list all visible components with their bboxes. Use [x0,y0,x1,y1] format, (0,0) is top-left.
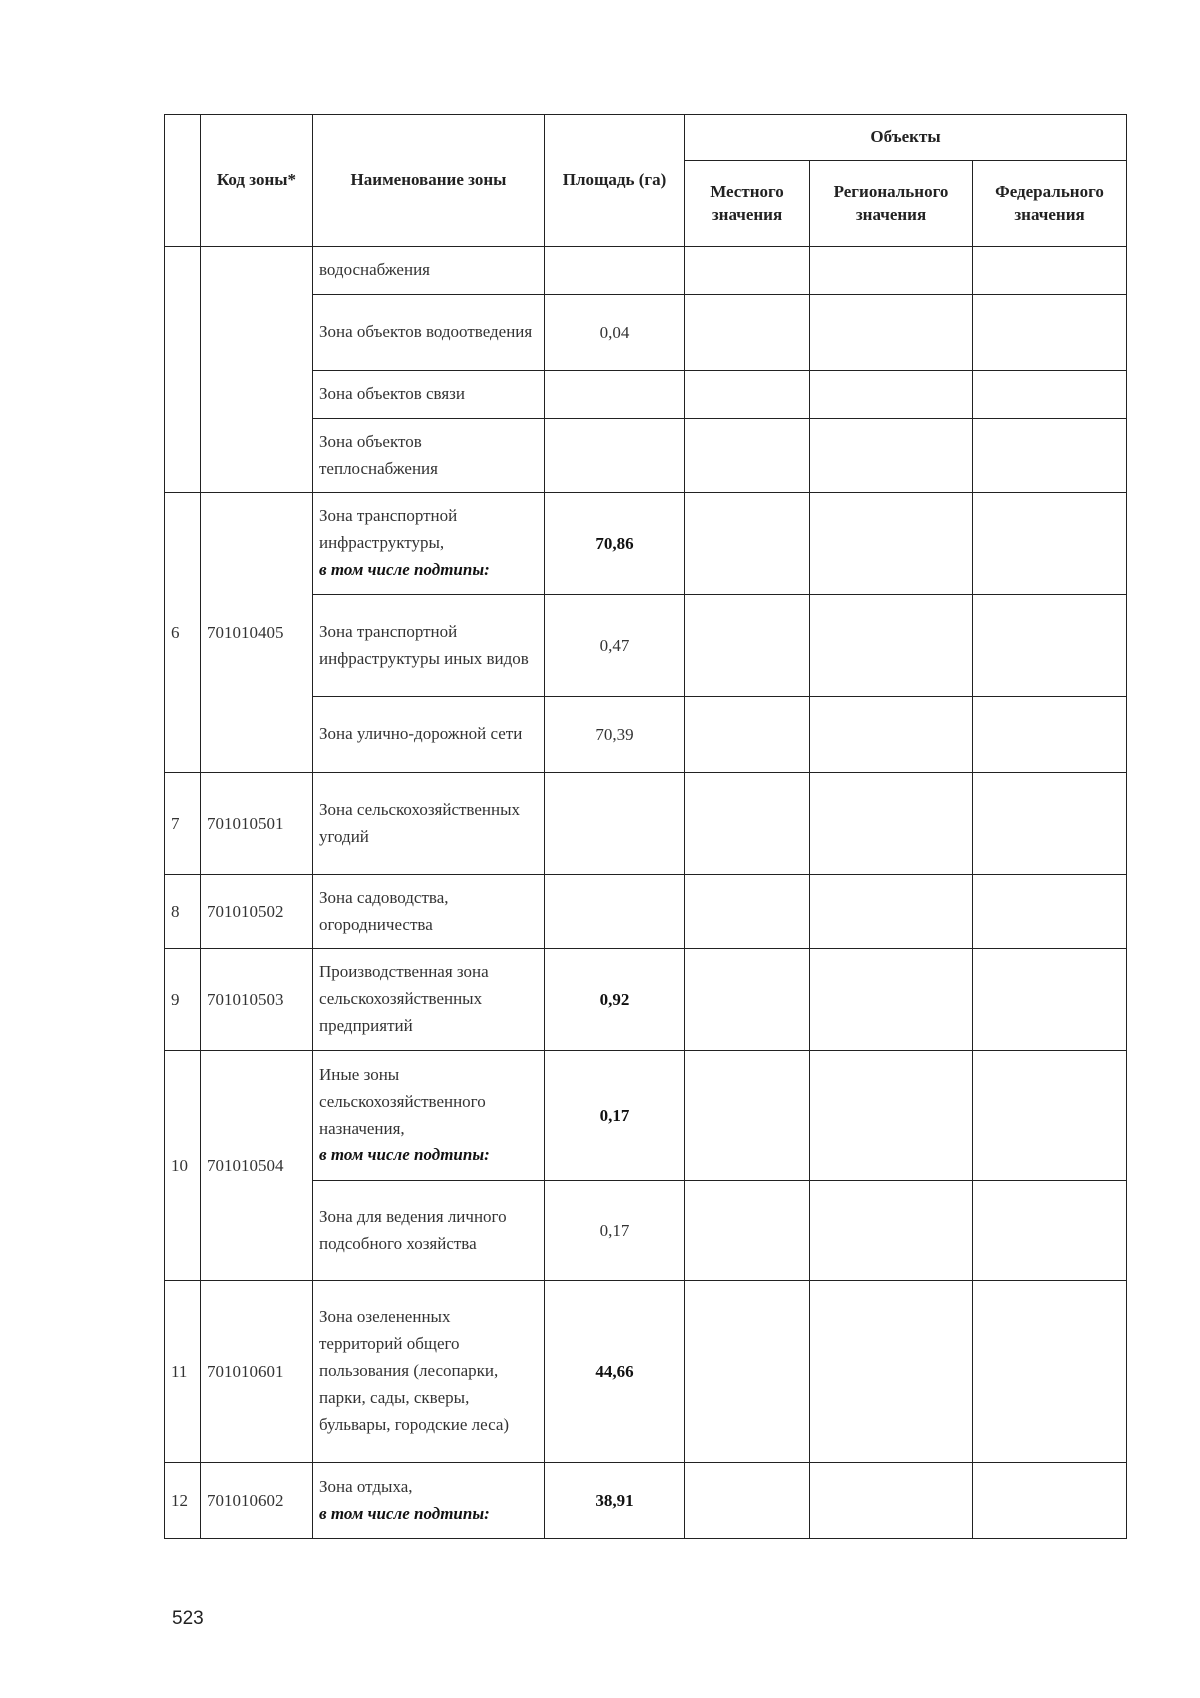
zone-name-text: Зона отдыха, [319,1476,413,1496]
header-area: Площадь (га) [545,115,685,247]
regional-cell [810,1463,973,1539]
zone-area: 70,39 [545,697,685,773]
subtypes-label: в том числе подтипы: [319,559,490,579]
header-objects: Объекты [685,115,1127,161]
row-num: 6 [165,493,201,773]
federal-cell [973,595,1127,697]
zone-name: Производственная зона сельскохозяйственных предприятий [313,949,545,1051]
regional-cell [810,1181,973,1281]
zone-name [313,1463,545,1539]
zone-name: водоснабжения [313,247,545,295]
row-num: 9 [165,949,201,1051]
local-cell [685,371,810,419]
zone-name: Зона садоводства, огородничества [313,875,545,949]
regional-cell [810,875,973,949]
header-local: Местного значения [685,161,810,247]
local-cell [685,1281,810,1463]
regional-cell [810,595,973,697]
zone-area: 0,92 [545,949,685,1051]
table-row [165,247,1127,295]
regional-cell [810,949,973,1051]
zone-area [545,371,685,419]
header-num [165,115,201,247]
row-code: 701010503 [201,949,313,1051]
zone-area: 0,17 [545,1181,685,1281]
local-cell [685,1051,810,1181]
federal-cell [973,773,1127,875]
table-row [165,949,1127,1051]
zone-area: 70,86 [545,493,685,595]
local-cell [685,419,810,493]
table-row [165,773,1127,875]
federal-cell [973,493,1127,595]
header-regional: Регионального значения [810,161,973,247]
row-code: 701010405 [201,493,313,773]
subtypes-label: в том числе подтипы: [319,1145,490,1165]
header-federal: Федерального значения [973,161,1127,247]
table-row [165,493,1127,595]
zone-name [313,1051,545,1181]
local-cell [685,1463,810,1539]
header-code: Код зоны* [201,115,313,247]
regional-cell [810,295,973,371]
row-num: 7 [165,773,201,875]
row-code: 701010502 [201,875,313,949]
federal-cell [973,1463,1127,1539]
zone-area [545,875,685,949]
regional-cell [810,419,973,493]
local-cell [685,1181,810,1281]
row-num: 8 [165,875,201,949]
local-cell [685,595,810,697]
zone-area: 0,04 [545,295,685,371]
regional-cell [810,697,973,773]
federal-cell [973,1051,1127,1181]
zone-area [545,773,685,875]
local-cell [685,875,810,949]
zones-table [164,114,1127,1539]
table-row [165,1463,1127,1539]
local-cell [685,295,810,371]
regional-cell [810,1281,973,1463]
row-num: 12 [165,1463,201,1539]
local-cell [685,697,810,773]
local-cell [685,493,810,595]
zone-name-text: Иные зоны сельскохозяйственного назначения, [319,1064,486,1138]
local-cell [685,949,810,1051]
regional-cell [810,247,973,295]
header-name: Наименование зоны [313,115,545,247]
federal-cell [973,1181,1127,1281]
row-code: 701010601 [201,1281,313,1463]
zone-area [545,247,685,295]
row-num: 11 [165,1281,201,1463]
zone-name: Зона для ведения личного подсобного хозяйства [313,1181,545,1281]
table-row [165,1051,1127,1181]
zone-area: 0,17 [545,1051,685,1181]
row-code [201,247,313,493]
local-cell [685,247,810,295]
row-code: 701010504 [201,1051,313,1281]
zone-name: Зона улично-дорожной сети [313,697,545,773]
row-num: 10 [165,1051,201,1281]
federal-cell [973,949,1127,1051]
zone-name: Зона озелененных территорий общего пользования (лесопарки, парки, сады, скверы, бульвары, городские леса) [313,1281,545,1463]
row-code: 701010602 [201,1463,313,1539]
federal-cell [973,697,1127,773]
regional-cell [810,773,973,875]
zone-name-text: Зона транспортной инфраструктуры, [319,506,458,553]
zone-area: 0,47 [545,595,685,697]
federal-cell [973,875,1127,949]
page-number: 523 [172,1608,204,1629]
zone-area: 38,91 [545,1463,685,1539]
regional-cell [810,1051,973,1181]
row-num [165,247,201,493]
federal-cell [973,247,1127,295]
zone-name: Зона транспортной инфраструктуры иных видов [313,595,545,697]
row-code: 701010501 [201,773,313,875]
local-cell [685,773,810,875]
zone-name: Зона сельскохозяйственных угодий [313,773,545,875]
regional-cell [810,493,973,595]
table-row [165,875,1127,949]
subtypes-label: в том числе подтипы: [319,1503,490,1523]
zone-name: Зона объектов теплоснабжения [313,419,545,493]
regional-cell [810,371,973,419]
zone-name: Зона объектов связи [313,371,545,419]
federal-cell [973,419,1127,493]
zone-name [313,493,545,595]
federal-cell [973,371,1127,419]
zone-area: 44,66 [545,1281,685,1463]
federal-cell [973,1281,1127,1463]
federal-cell [973,295,1127,371]
zone-name: Зона объектов водоотведения [313,295,545,371]
zone-area [545,419,685,493]
table-row [165,1281,1127,1463]
